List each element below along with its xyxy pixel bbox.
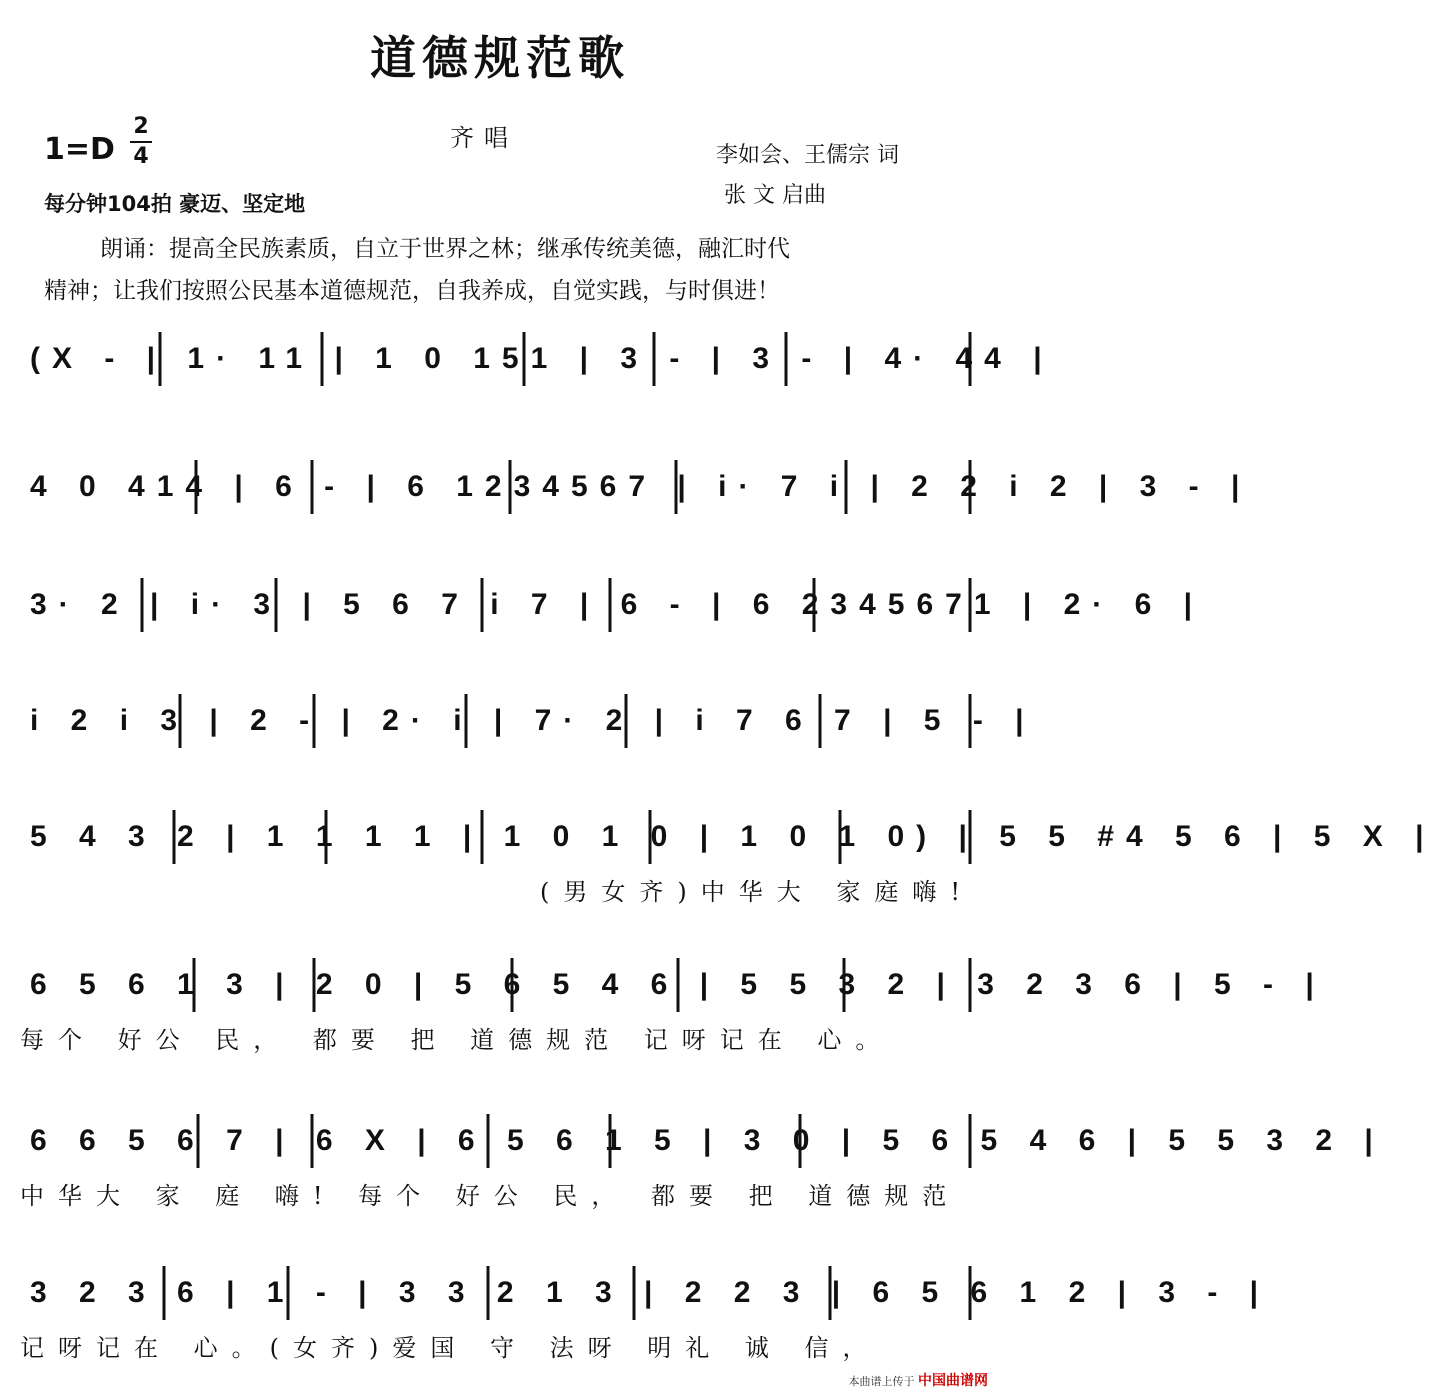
lyrics-line: 中华大 家 庭 嗨! 每个 好公 民， 都要 把 道德规范 xyxy=(20,1182,961,1210)
music-credit: 张 文 启曲 xyxy=(724,183,826,208)
notation: 6 6 5 6 7 | 6 X | 6 5 6 1 5 | 3 0 | 5 6 5 4 6 | 5 5 3 2 | xyxy=(30,1124,1385,1157)
lyrics-line: (男女齐)中华大 家庭嗨! xyxy=(540,878,974,906)
score-row-6 xyxy=(20,948,1326,1054)
lyrics-credit: 李如会、王儒宗 词 xyxy=(716,143,899,168)
notation: (X - | 1· 11 | 1 0 151 | 3 - | 3 - | 4· 44 | xyxy=(30,342,1054,375)
score-row-1 xyxy=(30,322,1054,394)
score-row-8 xyxy=(20,1256,1271,1362)
recitation-line-2: 精神；让我们按照公民基本道德规范，自我养成，自觉实践，与时俱进！ xyxy=(44,278,780,304)
footer-text: 本曲谱上传于 xyxy=(848,1375,915,1388)
time-signature-top: 2 xyxy=(133,114,149,139)
notation: 5 4 3 2 | 1 1 1 1 | 1 0 1 0 | 1 0 1 0) | 5 5 #4 5 6 | 5 X | xyxy=(30,820,1436,853)
lyrics-line: 每个 好公 民， 都要 把 道德规范 记呀记在 心。 xyxy=(20,1026,894,1054)
score-row-7 xyxy=(20,1104,1385,1210)
score-row-4 xyxy=(30,684,1036,756)
footer-watermark xyxy=(849,1370,989,1390)
notation: i 2 i 3 | 2 - | 2· i | 7· 2 | i 7 6 7 | 5 - | xyxy=(30,704,1036,737)
time-signature-bottom: 4 xyxy=(133,144,149,169)
site-logo: 中国曲谱网 xyxy=(918,1373,988,1389)
notation: 6 5 6 1 3 | 2 0 | 5 6 5 4 6 | 5 5 3 2 | 3 2 3 6 | 5 - | xyxy=(30,968,1326,1001)
lyrics-line: 记呀记在 心。(女齐)爱国 守 法呀 明礼 诚 信， xyxy=(20,1334,881,1362)
time-signature xyxy=(130,114,152,170)
score-row-2 xyxy=(30,450,1252,522)
score-row-5 xyxy=(30,800,1436,906)
song-title: 道德规范歌 xyxy=(370,31,630,85)
performance-mode: 齐唱 xyxy=(450,124,518,152)
notation: 4 0 414 | 6 - | 6 1234567 | i· 7 i | 2 2 i 2 | 3 - | xyxy=(30,470,1252,503)
notation: 3 2 3 6 | 1 - | 3 3 2 1 3 | 2 2 3 | 6 5 6 1 2 | 3 - | xyxy=(30,1276,1271,1309)
score-row-3 xyxy=(30,568,1205,640)
notation: 3· 2 | i· 3 | 5 6 7 i 7 | 6 - | 6 2345671 | 2· 6 | xyxy=(30,588,1205,621)
key-signature: 1=D xyxy=(44,132,115,167)
recitation-line-1: 朗诵：提高全民族素质，自立于世界之林；继承传统美德，融汇时代 xyxy=(100,236,790,262)
tempo-marking: 每分钟104拍 豪迈、坚定地 xyxy=(44,192,306,216)
